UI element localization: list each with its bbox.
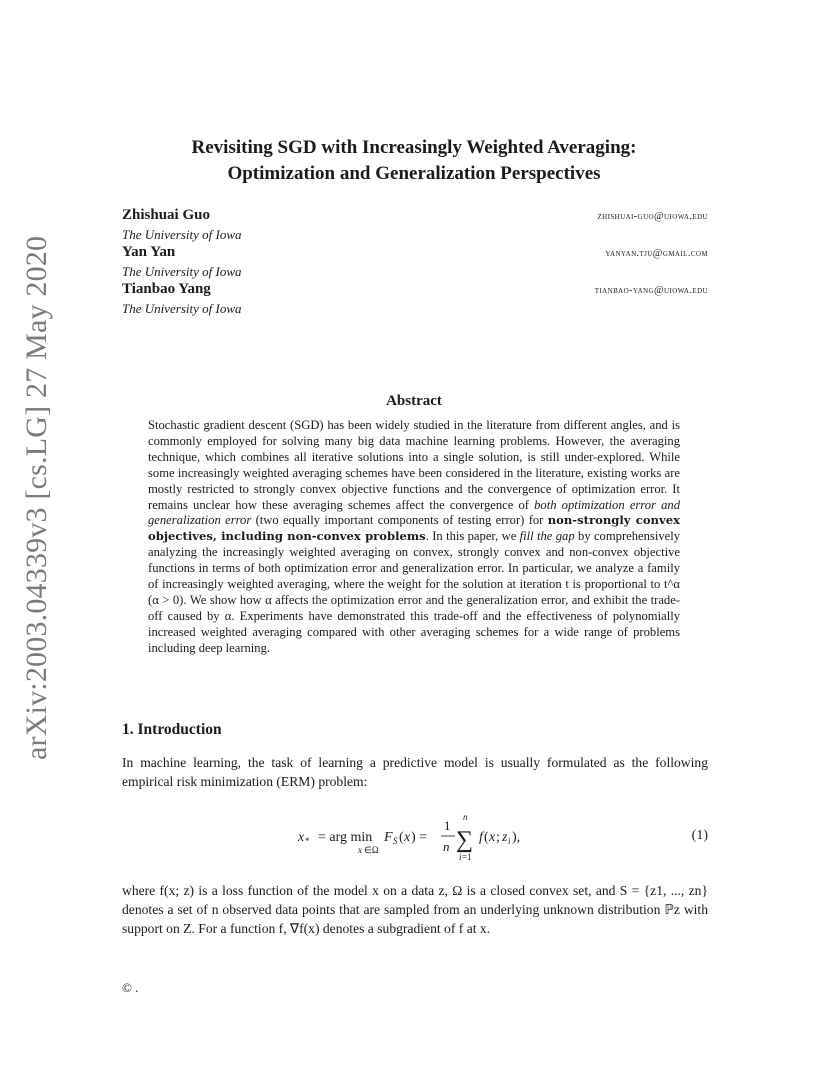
author-name: Tianbao Yang (122, 281, 211, 297)
svg-text:∑: ∑ (456, 827, 474, 853)
abstract-text: (two equally important components of testing error) for (251, 513, 548, 528)
abstract-emphasis: both optimization error and generalization error (148, 497, 680, 528)
definition-paragraph: where f(x; z) is a loss function of the model x on a data z, Ω is a closed convex set, and S = {z1, ..., zn} denotes a set of n observed data points that are sampled from an underlying unknown distribution ℙz with support on Z. For a function f, ∇f(x) denotes a subgradient of f at x. (122, 883, 708, 936)
svg-text:n: n (443, 839, 450, 854)
svg-text:i: i (508, 836, 511, 846)
svg-text:=1: =1 (462, 852, 472, 862)
equation-number: (1) (691, 828, 708, 843)
author-name: Zhishuai Guo (122, 207, 210, 223)
svg-text:= arg min: = arg min (318, 830, 373, 845)
equation-graphic (122, 810, 708, 868)
abstract-text: . In this paper, we (425, 529, 520, 544)
copyright-footer: © . (122, 980, 139, 995)
arxiv-stamp: arXiv:2003.04339v3 [cs.LG] 27 May 2020 (20, 235, 53, 760)
abstract-text: Stochastic gradient descent (SGD) has been widely studied in the literature from different angles, and is commonly employed for solving many big data machine learning problems. However, the averaging technique, which combines all iterative solutions into a single solution, is still under-explored. While some increasingly weighted averaging schemes have been considered in the literature, existing works are mostly restricted to strongly convex objective functions and the convergence of optimization error. It remains unclear how these averaging schemes affect the convergence of (148, 418, 680, 512)
svg-text:x: x (358, 845, 362, 855)
author-email[interactable]: yanyan.tju@gmail.com (605, 248, 708, 259)
svg-text:x: x (298, 830, 305, 845)
svg-text:z: z (502, 830, 508, 845)
abstract-emphasis: fill the gap (519, 529, 575, 544)
svg-text:(: ( (484, 830, 489, 845)
svg-text:(: ( (399, 830, 404, 845)
author-block (122, 207, 708, 318)
abstract-heading: Abstract (386, 393, 442, 409)
svg-text:*: * (305, 836, 310, 846)
author-email[interactable]: zhishuai-guo@uiowa.edu (597, 211, 708, 222)
equation-1 (122, 810, 708, 868)
author-affiliation: The University of Iowa (122, 264, 242, 279)
svg-text:n: n (463, 812, 468, 822)
svg-text:∈Ω: ∈Ω (364, 845, 379, 855)
title-line-2: Optimization and Generalization Perspectives (227, 163, 601, 184)
svg-text:f: f (479, 830, 483, 845)
author-affiliation: The University of Iowa (122, 301, 242, 316)
svg-text:S: S (393, 836, 398, 846)
intro-paragraph: In machine learning, the task of learning a predictive model is usually formulated as the following empirical risk minimization (ERM) problem: (122, 755, 708, 789)
abstract-body (148, 418, 680, 657)
svg-text:),: ), (512, 830, 521, 845)
svg-text:) =: ) = (411, 830, 428, 845)
author-affiliation: The University of Iowa (122, 227, 242, 242)
svg-text:1: 1 (444, 818, 451, 833)
abstract-strong: non-strongly convex objectives, including non-convex problems (148, 513, 680, 544)
author-email[interactable]: tianbao-yang@uiowa.edu (594, 285, 708, 296)
svg-text:x: x (489, 830, 496, 845)
paper-title (120, 135, 708, 187)
svg-text:i: i (459, 852, 462, 862)
abstract-text: by comprehensively analyzing the increasingly weighted averaging on convex, strongly convex and non-convex objective functions in terms of both optimization error and generalization error. In particular, we analyze a family of increasingly weighted averaging, where the weight for the solution at iteration t is proportional to t^α (α > 0). We show how α affects the optimization error and the generalization error, and exhibit the trade-off caused by α. Experiments have demonstrated this trade-off and the effectiveness of polynomially increased weighted averaging compared with other averaging schemes for a wide range of problems including deep learning. (148, 529, 680, 655)
svg-text:;: ; (496, 830, 500, 845)
svg-text:F: F (384, 830, 393, 845)
svg-text:x: x (404, 830, 411, 845)
section-heading: 1. Introduction (122, 721, 222, 738)
title-line-1: Revisiting SGD with Increasingly Weighted Averaging: (191, 137, 637, 158)
author-name: Yan Yan (122, 244, 176, 260)
